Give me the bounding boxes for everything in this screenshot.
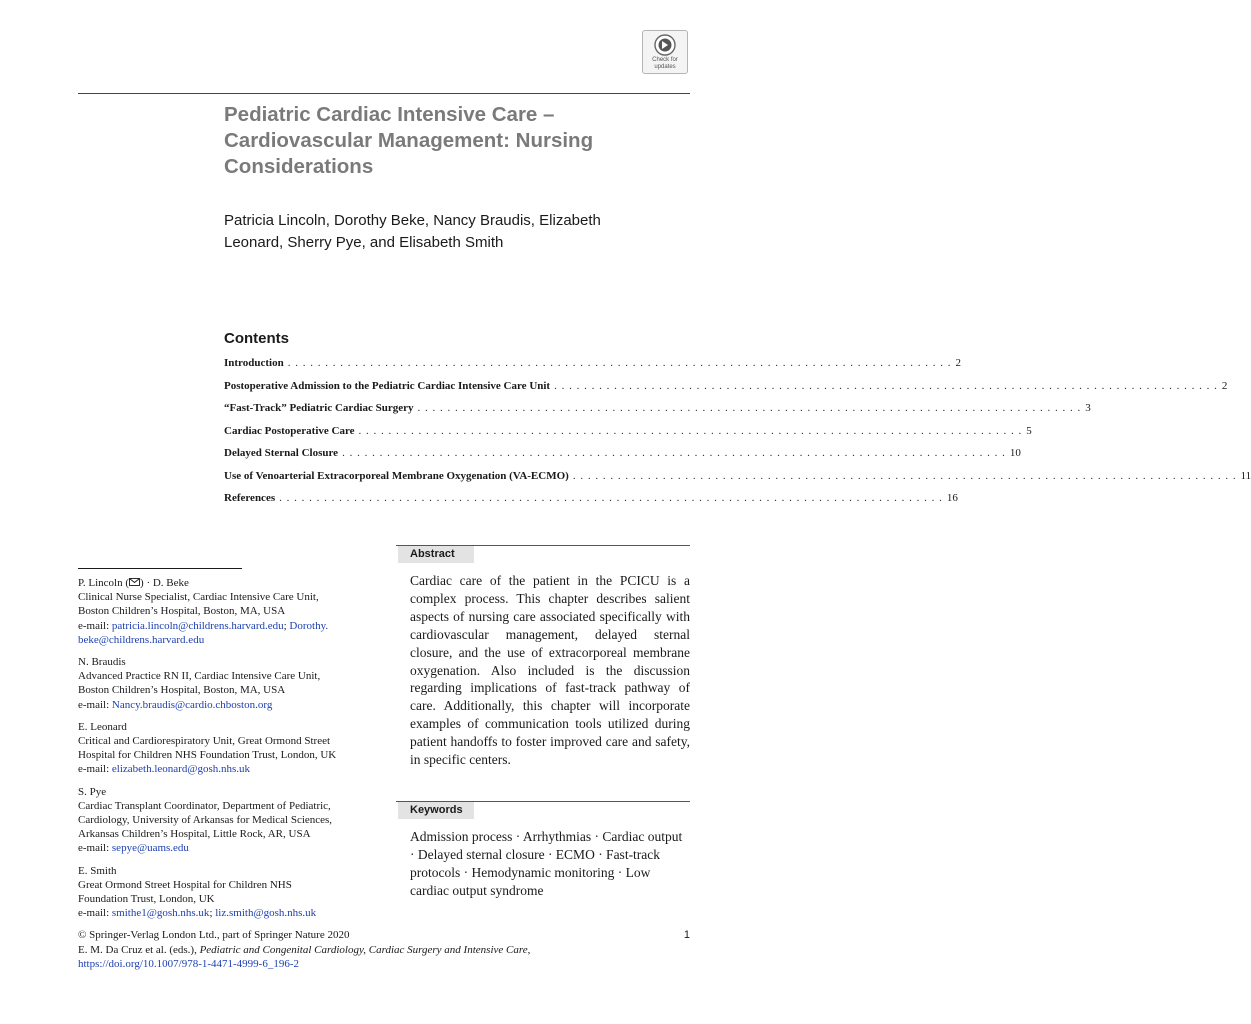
toc-leader-dots: . . . . . . . . . . . . . . . . . . . . . . . . . . . . . . . . . . . . . . . . . . . . . . . . . . . . . . . . . . . . . . . . . . . . . . . . . . . . . . . . . . . . . . . . . bbox=[417, 402, 1082, 414]
affiliation-name: S. Pye bbox=[78, 785, 107, 798]
badge-line1: Check for bbox=[652, 57, 678, 63]
keywords-heading: Keywords bbox=[398, 802, 474, 819]
author-list: Patricia Lincoln, Dorothy Beke, Nancy Braudis, Elizabeth Leonard, Sherry Pye, and Elisabeth Smith bbox=[224, 212, 601, 251]
affiliation-smith bbox=[78, 864, 390, 921]
page-number: 1 bbox=[683, 929, 690, 941]
badge-line2: updates bbox=[654, 64, 676, 70]
affiliations-rule bbox=[78, 568, 242, 569]
affiliation-name: E. Smith bbox=[78, 864, 117, 877]
affiliation-name: N. Braudis bbox=[78, 656, 126, 669]
toc-entry-page: 2 bbox=[955, 357, 961, 369]
toc-entry[interactable] bbox=[224, 492, 958, 515]
email-label: e-mail: bbox=[78, 698, 112, 711]
citation-editors: E. M. Da Cruz et al. (eds.), bbox=[78, 943, 200, 956]
email-label: e-mail: bbox=[78, 619, 112, 632]
toc-entry-title: “Fast-Track” Pediatric Cardiac Surgery bbox=[224, 402, 414, 414]
toc-entry-page: 5 bbox=[1026, 424, 1032, 437]
email-link[interactable]: liz.smith@gosh.nhs.uk bbox=[215, 907, 317, 920]
affiliation-text: Cardiology, University of Arkansas for Medical Sciences, bbox=[78, 814, 333, 827]
toc-leader-dots: . . . . . . . . . . . . . . . . . . . . . . . . . . . . . . . . . . . . . . . . . . . . . . . . . . . . . . . . . . . . . . . . . . . . . . . . . . . . . . . . . . . . . . . . . bbox=[554, 379, 1218, 392]
toc-entry-title: Delayed Sternal Closure bbox=[224, 447, 339, 459]
affiliation-text: Cardiac Transplant Coordinator, Department of Pediatric, bbox=[78, 799, 331, 812]
toc-entry[interactable] bbox=[224, 424, 1032, 448]
toc-entry-page: 11 bbox=[1240, 469, 1251, 482]
affiliation-leonard bbox=[78, 720, 390, 777]
check-for-updates-badge[interactable] bbox=[642, 30, 688, 74]
toc-entry-page: 3 bbox=[1085, 402, 1091, 414]
email-label: e-mail: bbox=[78, 907, 112, 920]
affiliations bbox=[78, 576, 390, 928]
toc-entry[interactable] bbox=[224, 402, 1091, 425]
toc-entry-page: 2 bbox=[1221, 379, 1228, 392]
email-link[interactable]: beke@childrens.harvard.edu bbox=[78, 633, 205, 646]
affiliation-name-pre: P. Lincoln ( bbox=[78, 577, 130, 589]
email-link[interactable]: smithe1@gosh.nhs.uk bbox=[111, 907, 210, 920]
affiliation-text: Boston Children’s Hospital, Boston, MA, USA bbox=[78, 605, 286, 618]
toc-entry-title: Postoperative Admission to the Pediatric Cardiac Intensive Care Unit bbox=[224, 379, 551, 392]
affiliation-text: Arkansas Children’s Hospital, Little Rock, AR, USA bbox=[78, 828, 311, 841]
footer bbox=[78, 928, 690, 972]
email-label: e-mail: bbox=[78, 842, 112, 855]
citation-punctuation: , bbox=[527, 943, 531, 956]
affiliation-text: Boston Children’s Hospital, Boston, MA, USA bbox=[78, 684, 286, 697]
affiliation-text: Critical and Cardiorespiratory Unit, Great Ormond Street bbox=[78, 735, 331, 748]
toc-entry-title: Cardiac Postoperative Care bbox=[224, 424, 355, 437]
affiliation-braudis bbox=[78, 655, 390, 712]
toc-leader-dots: . . . . . . . . . . . . . . . . . . . . . . . . . . . . . . . . . . . . . . . . . . . . . . . . . . . . . . . . . . . . . . . . . . . . . . . . . . . . . . . . . . . . . . . . . bbox=[358, 424, 1023, 437]
toc-entry[interactable] bbox=[224, 447, 1021, 470]
keywords-text: Admission process · Arrhythmias · Cardiac output · Delayed sternal closure · ECMO · Fast-track protocols · Hemodynamic monitoring · Low cardiac output syndrome bbox=[410, 829, 683, 898]
affiliation-text: Hospital for Children NHS Foundation Trust, London, UK bbox=[78, 749, 337, 762]
toc-entry[interactable] bbox=[224, 469, 1251, 493]
email-label: e-mail: bbox=[78, 763, 112, 776]
header-rule bbox=[78, 93, 690, 94]
affiliation-text: Advanced Practice RN II, Cardiac Intensive Care Unit, bbox=[78, 670, 321, 683]
contents-heading: Contents bbox=[224, 330, 289, 347]
doi-link[interactable]: https://doi.org/10.1007/978-1-4471-4999-6_196-2 bbox=[78, 958, 300, 970]
abstract-heading: Abstract bbox=[398, 546, 474, 563]
email-separator: ; bbox=[283, 619, 290, 632]
affiliation-name-post: ) · D. Beke bbox=[140, 577, 189, 589]
toc-leader-dots: . . . . . . . . . . . . . . . . . . . . . . . . . . . . . . . . . . . . . . . . . . . . . . . . . . . . . . . . . . . . . . . . . . . . . . . . . . . . . . . . . . . . . . . . . bbox=[279, 492, 943, 504]
affiliation-text: Great Ormond Street Hospital for Children NHS bbox=[78, 878, 292, 891]
toc-leader-dots: . . . . . . . . . . . . . . . . . . . . . . . . . . . . . . . . . . . . . . . . . . . . . . . . . . . . . . . . . . . . . . . . . . . . . . . . . . . . . . . . . . . . . . . . . bbox=[287, 357, 952, 369]
affiliation-text: Foundation Trust, London, UK bbox=[78, 893, 215, 906]
abstract-text: Cardiac care of the patient in the PCICU is a complex process. This chapter describes salient aspects of nursing care associated specifically with cardiovascular management, delayed sternal closure, and the use of extracorporeal membrane oxygenation. Also included is the discussion regarding implications of fast-track pathway of care. Additionally, this chapter will incorporate examples of communication tools utilized during patient handoffs to foster improved care and safety, in specific centers. bbox=[410, 573, 690, 768]
email-link[interactable]: elizabeth.leonard@gosh.nhs.uk bbox=[111, 763, 251, 776]
email-link[interactable]: Dorothy. bbox=[289, 619, 329, 632]
copyright: © Springer-Verlag London Ltd., part of Springer Nature 2020 bbox=[78, 929, 350, 941]
citation-book-title: Pediatric and Congenital Cardiology, Cardiac Surgery and Intensive Care bbox=[199, 943, 528, 956]
envelope-icon[interactable] bbox=[129, 578, 140, 586]
email-link[interactable]: sepye@uams.edu bbox=[111, 842, 189, 855]
affiliation-lincoln-beke bbox=[78, 576, 390, 647]
toc-entry-title: Introduction bbox=[224, 357, 284, 369]
toc-entry-title: Use of Venoarterial Extracorporeal Membrane Oxygenation (VA-ECMO) bbox=[224, 469, 569, 482]
table-of-contents bbox=[224, 357, 1251, 515]
chapter-title: Pediatric Cardiac Intensive Care – Cardiovascular Management: Nursing Considerations bbox=[224, 103, 594, 178]
toc-entry-title: References bbox=[224, 492, 276, 504]
toc-entry-page: 10 bbox=[1009, 447, 1021, 459]
email-separator: ; bbox=[209, 907, 216, 920]
toc-entry-page: 16 bbox=[946, 492, 958, 504]
check-for-updates-icon bbox=[654, 34, 676, 56]
toc-leader-dots: . . . . . . . . . . . . . . . . . . . . . . . . . . . . . . . . . . . . . . . . . . . . . . . . . . . . . . . . . . . . . . . . . . . . . . . . . . . . . . . . . . . . . . . . . bbox=[572, 469, 1237, 482]
affiliation-name: E. Leonard bbox=[78, 720, 127, 733]
email-link[interactable]: patricia.lincoln@childrens.harvard.edu bbox=[111, 619, 284, 632]
toc-entry[interactable] bbox=[224, 379, 1228, 403]
toc-entry[interactable] bbox=[224, 357, 961, 380]
affiliation-text: Clinical Nurse Specialist, Cardiac Intensive Care Unit, bbox=[78, 591, 319, 604]
toc-leader-dots: . . . . . . . . . . . . . . . . . . . . . . . . . . . . . . . . . . . . . . . . . . . . . . . . . . . . . . . . . . . . . . . . . . . . . . . . . . . . . . . . . . . . . . . . . bbox=[342, 447, 1006, 459]
affiliation-pye bbox=[78, 785, 390, 856]
email-link[interactable]: Nancy.braudis@cardio.chboston.org bbox=[111, 698, 273, 711]
